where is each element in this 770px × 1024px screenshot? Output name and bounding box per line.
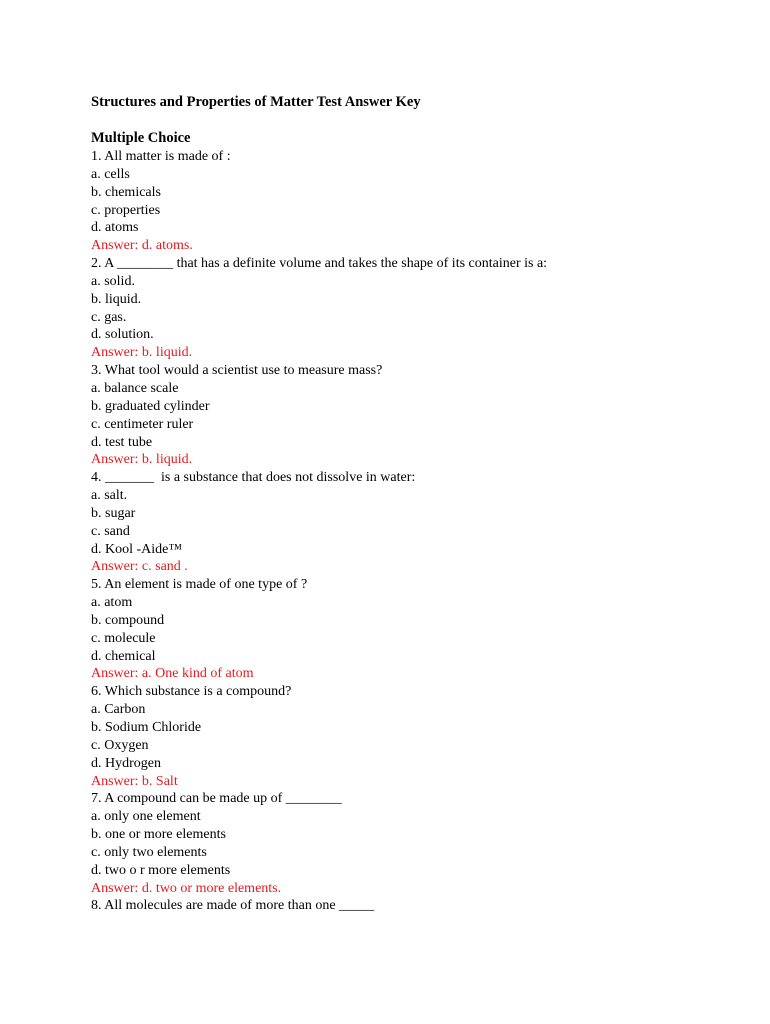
question-text: 8. All molecules are made of more than one _____ — [91, 898, 375, 914]
answer-option: a. solid. — [91, 273, 135, 289]
answer-option: a. only one element — [91, 809, 201, 825]
question-text: 2. A ________ that has a definite volume and takes the shape of its container is a: — [91, 256, 548, 272]
answer-option: a. Carbon — [91, 702, 146, 718]
answer-key: Answer: d. atoms. — [91, 238, 193, 254]
question-text: 7. A compound can be made up of ________ — [91, 791, 342, 807]
answer-option: c. centimeter ruler — [91, 416, 194, 432]
document-title: Structures and Properties of Matter Test Answer Key — [91, 94, 421, 110]
question-text: 3. What tool would a scientist use to measure mass? — [91, 363, 383, 379]
answer-option: d. Hydrogen — [91, 755, 161, 771]
answer-option: d. two o r more elements — [91, 862, 231, 878]
answer-key: Answer: b. Salt — [91, 773, 178, 789]
answer-option: a. cells — [91, 166, 130, 182]
answer-option: a. salt. — [91, 488, 128, 504]
answer-option: d. solution. — [91, 327, 154, 343]
answer-key: Answer: b. liquid. — [91, 452, 193, 468]
answer-option: d. Kool -Aide™ — [91, 541, 183, 557]
question-text: 1. All matter is made of : — [91, 149, 231, 164]
section-heading: Multiple Choice — [91, 130, 191, 146]
answer-option: b. liquid. — [91, 291, 142, 307]
answer-option: a. balance scale — [91, 380, 179, 396]
answer-option: b. sugar — [91, 505, 136, 521]
answer-option: a. atom — [91, 595, 133, 611]
answer-key: Answer: c. sand . — [91, 559, 188, 575]
question-text: 5. An element is made of one type of ? — [91, 577, 308, 593]
answer-option: c. gas. — [91, 309, 127, 325]
answer-option: c. only two elements — [91, 844, 207, 860]
question-text: 4. _______ is a substance that does not dissolve in water: — [91, 470, 416, 486]
answer-key: Answer: d. two or more elements. — [91, 880, 282, 896]
answer-option: c. molecule — [91, 630, 156, 646]
answer-option: b. chemicals — [91, 184, 161, 200]
answer-key: Answer: b. liquid. — [91, 345, 193, 361]
answer-option: d. chemical — [91, 648, 156, 664]
question-text: 6. Which substance is a compound? — [91, 684, 292, 700]
answer-option: d. test tube — [91, 434, 153, 450]
answer-option: d. atoms — [91, 220, 139, 236]
answer-option: b. Sodium Chloride — [91, 720, 202, 735]
answer-option: b. graduated cylinder — [91, 398, 210, 414]
answer-option: c. sand — [91, 523, 130, 539]
question-list — [91, 148, 711, 915]
answer-option: b. compound — [91, 612, 165, 628]
answer-option: c. Oxygen — [91, 737, 149, 753]
answer-option: c. properties — [91, 202, 161, 218]
answer-option: b. one or more elements — [91, 827, 226, 843]
answer-key: Answer: a. One kind of atom — [91, 666, 254, 682]
